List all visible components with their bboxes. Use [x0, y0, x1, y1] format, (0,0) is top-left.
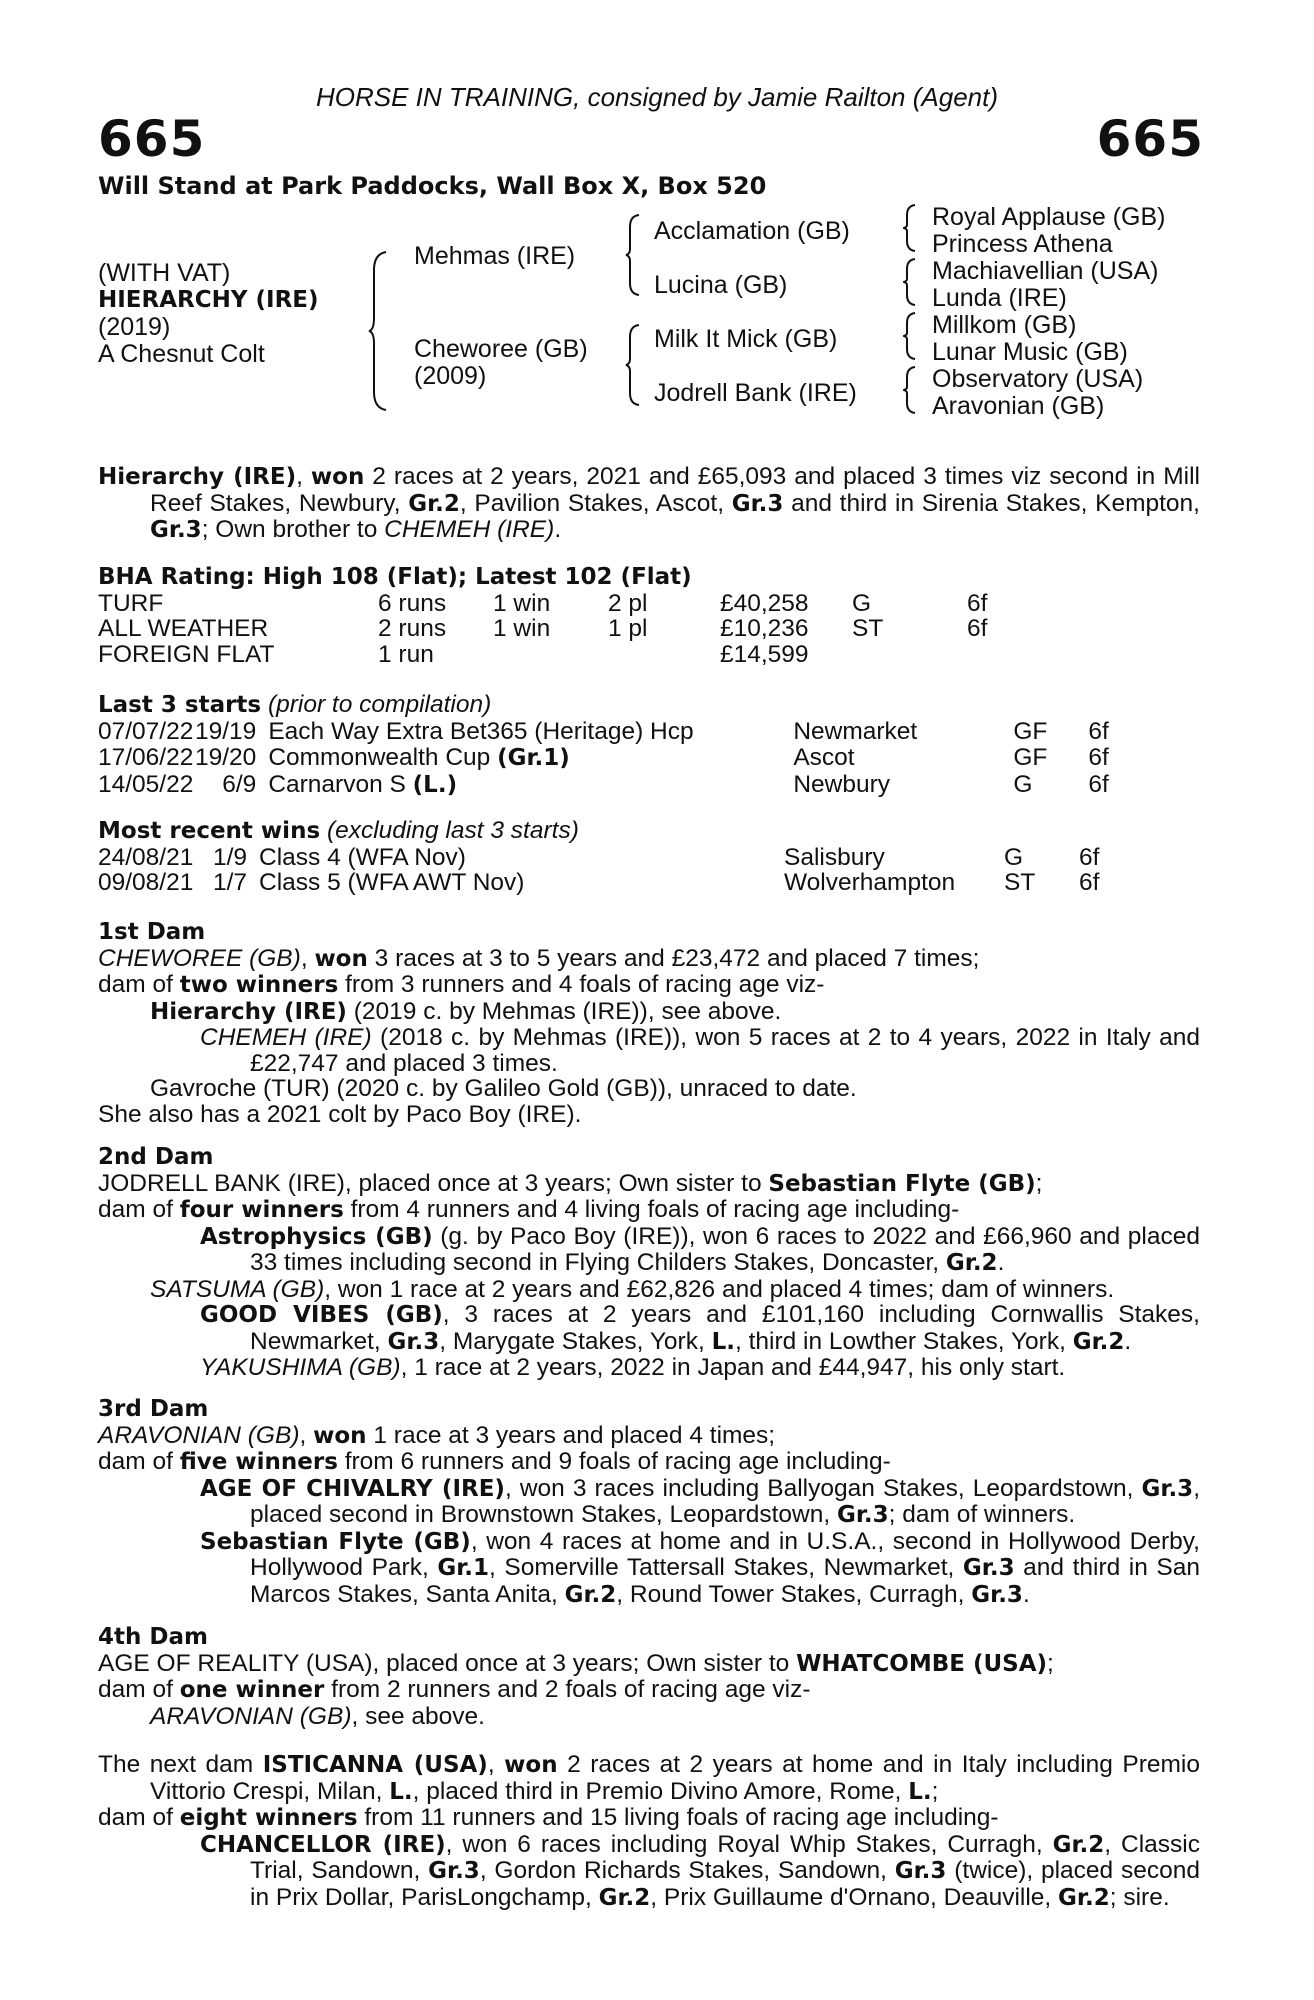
horse-name: HIERARCHY (IRE) [98, 287, 319, 313]
stand-location: Will Stand at Park Paddocks, Wall Box X, Box 520 [98, 172, 767, 200]
second-dam-heading: 2nd Dam [98, 1144, 214, 1170]
next-dam-produce-t4: (twice), placed second in Prix Dollar, ParisLongchamp, [250, 1857, 1200, 1911]
pedigree-brace-dam [625, 323, 643, 407]
next-dam-name: ISTICANNA (USA) [262, 1752, 488, 1778]
rating-earnings: £40,258 [720, 589, 809, 617]
race-name [268, 719, 793, 746]
pedigree-brace-gg2 [903, 257, 919, 307]
next-dam-produce-g3: Gr.3 [894, 1858, 947, 1884]
dam2-grandproduce-2-text: , 1 race at 2 years, 2022 in Japan and £44,947, his only start. [400, 1354, 1066, 1381]
rating-placed [608, 642, 720, 668]
dam3-produce-1-g1: Gr.3 [1141, 1475, 1194, 1502]
next-dam-produce-name: CHANCELLOR (IRE) [200, 1831, 446, 1858]
next-dam-produce-t5: , Prix Guillaume d'Ornano, Deauville, [650, 1883, 1059, 1911]
dam1-text: 3 races at 3 to 5 years and £23,472 and placed 7 times; [367, 944, 980, 972]
dam2-produce-1-name: Astrophysics (GB) [200, 1223, 433, 1250]
race-name [259, 845, 784, 871]
next-dam-won: won [504, 1752, 558, 1778]
last3-row [98, 719, 1128, 746]
sire-name: Mehmas (IRE) [414, 242, 576, 270]
dam2-grandproduce-1-g3: Gr.2 [1072, 1328, 1125, 1355]
summary-brother: CHEMEH (IRE) [384, 516, 555, 543]
dam3-winners: five winners [179, 1449, 338, 1475]
horse-vat: (WITH VAT) [98, 259, 231, 287]
rating-row [98, 591, 1027, 617]
dam1-sep: , [300, 944, 315, 972]
first-dam-section [98, 920, 1200, 1127]
consignment-note: HORSE IN TRAINING, consigned by Jamie Railton (Agent) [315, 82, 999, 112]
last3-row [98, 772, 1128, 799]
bha-rating-heading: BHA Rating: High 108 (Flat); Latest 102 (Flat) [98, 564, 692, 590]
ancestor-7: Observatory (USA) [932, 365, 1144, 393]
dam3-produce-2-t1: , won 4 races at home and in U.S.A., second in Hollywood Derby, Hollywood Park, [250, 1527, 1200, 1581]
dam-dam: Jodrell Bank (IRE) [654, 379, 857, 407]
race-going: GF [1013, 744, 1048, 771]
race-going: GF [1013, 717, 1048, 745]
dam-sire: Milk It Mick (GB) [654, 325, 838, 353]
rating-category: TURF [98, 589, 164, 617]
rating-category: ALL WEATHER [98, 615, 269, 642]
next-dam-t2: , placed third in Premio Divino Amore, Rome, [412, 1777, 909, 1805]
rating-earnings: £10,236 [720, 615, 809, 642]
race-date: 17/06/22 [98, 744, 194, 771]
pedigree-brace-main [368, 250, 390, 412]
summary-text-3: and third in Sirenia Stakes, Kempton, [783, 489, 1200, 517]
dam4-produce-text: , see above. [351, 1702, 485, 1730]
dam4-sister: WHATCOMBE (USA) [796, 1650, 1048, 1677]
dam3-produce-1-name: AGE OF CHIVALRY (IRE) [200, 1475, 505, 1502]
pedigree-brace-gg1 [903, 203, 919, 253]
ancestor-1: Royal Applause (GB) [932, 203, 1166, 231]
second-dam-section [98, 1145, 1200, 1381]
race-title: Carnarvon S [268, 770, 413, 798]
race-grade: (Gr.1) [497, 745, 570, 771]
rating-table [98, 591, 1027, 668]
dam3-runners: from 6 runners and 9 foals of racing age including- [337, 1448, 891, 1475]
rating-wins [493, 642, 608, 668]
dam2-runners: from 4 runners and 4 living foals of racing age including- [343, 1196, 960, 1223]
third-dam-heading: 3rd Dam [98, 1396, 209, 1422]
dam3-produce-2-t3: and third in San Marcos Stakes, Santa Anita, [250, 1554, 1201, 1608]
race-going: G [1004, 843, 1024, 871]
fourth-dam-heading: 4th Dam [98, 1624, 208, 1650]
dam4-text: AGE OF REALITY (USA), placed once at 3 years; Own sister to [98, 1649, 797, 1677]
race-title: Class 5 (WFA AWT Nov) [259, 869, 525, 896]
sire-dam: Lucina (GB) [654, 271, 788, 299]
rating-distance: 6f [967, 589, 988, 617]
dam1-also: She also has a 2021 colt by Paco Boy (IRE). [98, 1100, 582, 1128]
race-course: Wolverhampton [784, 869, 956, 896]
rating-row [98, 616, 1027, 642]
race-position: 1/9 [212, 843, 247, 871]
dam1-produce-2-name: CHEMEH (IRE) [200, 1024, 372, 1051]
next-dam-g2: L. [908, 1778, 932, 1805]
dam3-text: 1 race at 3 years and placed 4 times; [366, 1421, 776, 1449]
rating-wins: 1 win [493, 615, 551, 642]
dam3-produce-2-g2: Gr.3 [962, 1555, 1015, 1581]
rating-row [98, 642, 1027, 668]
race-position: 19/20 [195, 744, 257, 771]
dam-name: Cheworee (GB) [414, 335, 588, 363]
pedigree-brace-sire [625, 213, 643, 297]
summary-comma: , [296, 463, 311, 490]
last-3-heading: Last 3 starts [98, 692, 262, 718]
last-3-note: (prior to compilation) [267, 691, 492, 718]
rating-runs: 6 runs [378, 589, 447, 617]
lot-number-right: 665 [1096, 110, 1204, 168]
dam3-produce-1-g2: Gr.3 [836, 1502, 889, 1528]
summary-text-1: 2 races at 2 years, 2021 and £65,093 and placed 3 times viz second in Mill Reef Stakes, Newbury, [150, 463, 1200, 517]
dam2-grandproduce-2-name: YAKUSHIMA (GB) [200, 1354, 401, 1381]
dam4-winners: one winner [179, 1677, 325, 1703]
next-dam-section [98, 1752, 1200, 1911]
dam2-grandproduce-1-g1: Gr.3 [387, 1328, 440, 1355]
race-date: 24/08/21 [98, 843, 194, 871]
race-title: Each Way Extra Bet365 (Heritage) Hcp [268, 717, 694, 745]
dam2-sister: Sebastian Flyte (GB) [768, 1170, 1036, 1197]
dam2-produce-1-text: (g. by Paco Boy (IRE)), won 6 races to 2022 and £66,960 and placed 33 times including second in Flying Childers Stakes, Doncaster, [250, 1222, 1200, 1276]
dam3-produce-2-t4: , Round Tower Stakes, Curragh, [616, 1580, 972, 1608]
dam2-damof: dam of [98, 1196, 180, 1223]
next-dam-runners: from 11 runners and 15 living foals of racing age including- [357, 1804, 999, 1831]
ancestor-2: Princess Athena [932, 230, 1113, 258]
dam2-text: JODRELL BANK (IRE), placed once at 3 years; Own sister to [98, 1169, 769, 1197]
horse-year: (2019) [98, 313, 171, 341]
summary-text-2: , Pavilion Stakes, Ascot, [459, 489, 732, 517]
dam4-semicolon: ; [1047, 1649, 1054, 1677]
dam2-produce-1-end: . [997, 1249, 1005, 1276]
dam1-produce-1-text: (2019 c. by Mehmas (IRE)), see above. [346, 997, 782, 1025]
race-position: 19/19 [195, 717, 257, 745]
lot-number-left: 665 [98, 110, 206, 168]
rating-distance: 6f [967, 615, 988, 642]
dam1-runners: from 3 runners and 4 foals of racing age viz- [338, 971, 825, 998]
dam2-winners: four winners [179, 1197, 344, 1223]
race-course: Ascot [793, 744, 855, 771]
dam3-produce-2-g3: Gr.2 [564, 1581, 617, 1608]
rating-going: G [852, 589, 872, 617]
dam3-produce-1-t2: , placed second in Brownstown Stakes, Leopardstown, [250, 1474, 1200, 1528]
first-dam-heading: 1st Dam [98, 919, 206, 945]
dam1-won: won [314, 945, 368, 972]
last-3-starts-section [98, 692, 1200, 798]
race-date: 07/07/22 [98, 717, 194, 745]
next-dam-produce-g2: Gr.3 [428, 1858, 480, 1884]
dam4-damof: dam of [98, 1676, 180, 1703]
race-name [268, 772, 793, 799]
next-dam-damof: dam of [98, 1804, 180, 1831]
dam1-damof: dam of [98, 971, 180, 998]
dam2-produce-1-grade: Gr.2 [945, 1250, 998, 1276]
recent-wins-heading: Most recent wins [98, 818, 321, 844]
recent-wins-note: (excluding last 3 starts) [326, 817, 579, 844]
next-dam-produce-g4: Gr.2 [598, 1884, 651, 1911]
summary-grade-2: Gr.3 [731, 490, 784, 517]
next-dam-produce-g1: Gr.2 [1052, 1831, 1105, 1858]
next-dam-end: ; [931, 1777, 939, 1805]
dam1-produce-2-text: (2018 c. by Mehmas (IRE)), won 5 races at 2 to 4 years, 2022 in Italy and £22,747 and placed 3 times. [250, 1024, 1201, 1077]
recent-wins-section [98, 818, 1200, 896]
race-grade: (L.) [412, 771, 458, 798]
rating-placed: 2 pl [608, 589, 648, 617]
race-position: 1/7 [212, 869, 247, 896]
race-name [268, 745, 793, 772]
dam2-grandproduce-1-name: GOOD VIBES (GB) [200, 1302, 443, 1328]
race-course: Newbury [793, 770, 890, 798]
ancestor-4: Lunda (IRE) [932, 284, 1067, 312]
dam2-grandproduce-1-t3: , third in Lowther Stakes, York, [734, 1327, 1073, 1355]
ancestor-3: Machiavellian (USA) [932, 257, 1159, 285]
recent_wins-row [98, 870, 1119, 896]
summary-text-5: . [554, 516, 562, 543]
dam3-produce-2-t2: , Somerville Tattersall Stakes, Newmarket, [489, 1554, 963, 1581]
race-distance: 6f [1088, 717, 1109, 745]
summary-horse-name: Hierarchy (IRE) [98, 464, 297, 490]
race-going: ST [1004, 869, 1036, 896]
rating-placed: 1 pl [608, 615, 648, 642]
dam1-winners: two winners [179, 972, 339, 998]
pedigree-brace-gg4 [903, 365, 919, 415]
dam2-produce-2-text: , won 1 race at 2 years and £62,826 and placed 4 times; dam of winners. [324, 1275, 1115, 1303]
recent_wins-row [98, 845, 1119, 871]
dam2-produce-2-name: SATSUMA (GB) [150, 1275, 325, 1303]
dam3-sep: , [299, 1421, 314, 1449]
next-dam-produce-t2: , Classic Trial, Sandown, [250, 1830, 1200, 1884]
dam2-semicolon: ; [1035, 1169, 1043, 1197]
next-dam-g1: L. [389, 1778, 413, 1805]
ancestor-8: Aravonian (GB) [932, 392, 1105, 420]
dam-year: (2009) [414, 362, 487, 390]
dam3-damof: dam of [98, 1448, 180, 1475]
rating-wins: 1 win [493, 589, 551, 617]
third-dam-section [98, 1397, 1200, 1608]
dam2-grandproduce-1-end: . [1124, 1327, 1132, 1355]
race-summary [98, 464, 1200, 544]
race-name [259, 870, 784, 896]
dam3-produce-2-g4: Gr.3 [971, 1581, 1023, 1608]
last3-row [98, 745, 1128, 772]
dam3-produce-1-t1: , won 3 races including Ballyogan Stakes, Leopardstown, [504, 1474, 1142, 1502]
dam3-name: ARAVONIAN (GB) [98, 1421, 300, 1449]
dam3-won: won [313, 1422, 367, 1449]
dam1-produce-3: Gavroche (TUR) (2020 c. by Galileo Gold (GB)), unraced to date. [150, 1075, 857, 1102]
rating-runs: 1 run [378, 640, 434, 668]
next-dam-intro: The next dam [98, 1751, 263, 1778]
race-course: Newmarket [793, 717, 918, 745]
last-3-table [98, 719, 1128, 799]
next-dam-produce-g5: Gr.2 [1058, 1884, 1110, 1911]
dam2-grandproduce-1-g2: L. [711, 1328, 735, 1355]
next-dam-produce-t3: , Gordon Richards Stakes, Sandown, [479, 1857, 895, 1884]
dam3-produce-2-g1: Gr.1 [437, 1555, 489, 1581]
race-title: Commonwealth Cup [268, 744, 498, 771]
rating-runs: 2 runs [378, 615, 447, 642]
sire-sire: Acclamation (GB) [654, 217, 850, 245]
next-dam-produce-t1: , won 6 races including Royal Whip Stakes, Curragh, [445, 1830, 1053, 1858]
dam4-runners: from 2 runners and 2 foals of racing age viz- [324, 1676, 811, 1703]
dam2-grandproduce-1-t2: , Marygate Stakes, York, [439, 1327, 712, 1355]
ancestor-6: Lunar Music (GB) [932, 338, 1128, 366]
next-dam-produce-end: ; sire. [1109, 1883, 1170, 1911]
dam3-produce-2-name: Sebastian Flyte (GB) [200, 1528, 471, 1555]
rating-category: FOREIGN FLAT [98, 640, 275, 668]
next-dam-winners: eight winners [179, 1805, 358, 1831]
dam3-produce-2-end: . [1022, 1580, 1030, 1608]
dam1-name: CHEWOREE (GB) [98, 944, 301, 972]
race-distance: 6f [1088, 744, 1109, 771]
rating-going [852, 642, 967, 668]
race-distance: 6f [1079, 869, 1100, 896]
rating-going: ST [852, 615, 884, 642]
ancestor-5: Millkom (GB) [932, 311, 1077, 339]
rating-distance [967, 642, 1027, 668]
summary-won: won [310, 464, 365, 490]
bha-rating-section [98, 565, 1200, 667]
fourth-dam-section [98, 1625, 1200, 1729]
pedigree-brace-gg3 [903, 311, 919, 361]
summary-text-4: ; Own brother to [201, 516, 385, 543]
race-date: 14/05/22 [98, 770, 194, 798]
next-dam-t1: 2 races at 2 years at home and in Italy including Premio Vittorio Crespi, Milan, [150, 1751, 1201, 1805]
race-distance: 6f [1088, 770, 1109, 798]
summary-grade-1: Gr.2 [408, 490, 460, 517]
race-distance: 6f [1079, 843, 1100, 871]
recent-wins-table [98, 845, 1119, 896]
race-position: 6/9 [222, 770, 257, 798]
summary-grade-3: Gr.3 [150, 517, 202, 543]
dam3-produce-1-end: ; dam of winners. [888, 1501, 1076, 1528]
race-title: Class 4 (WFA Nov) [259, 843, 466, 871]
dam4-produce-name: ARAVONIAN (GB) [150, 1702, 352, 1730]
horse-description: A Chesnut Colt [98, 340, 265, 368]
dam2-grandproduce-1-t1: , 3 races at 2 years and £101,160 including Cornwallis Stakes, Newmarket, [250, 1301, 1200, 1355]
race-course: Salisbury [784, 843, 885, 871]
dam1-produce-1-name: Hierarchy (IRE) [150, 998, 347, 1025]
rating-earnings: £14,599 [720, 640, 809, 668]
race-going: G [1013, 770, 1033, 798]
race-date: 09/08/21 [98, 869, 194, 896]
next-dam-sep: , [487, 1751, 505, 1778]
